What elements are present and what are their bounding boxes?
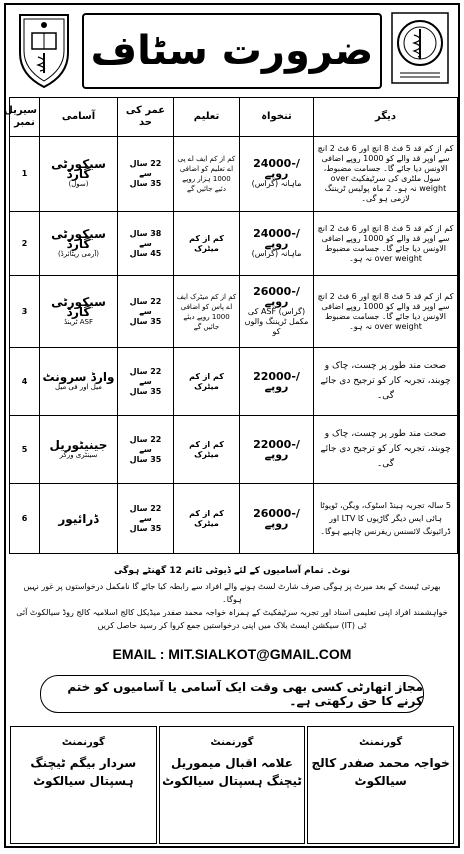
post-cell [40, 348, 118, 416]
post-title: وارڈ سرونٹ [42, 369, 115, 384]
contact-email: EMAIL : MIT.SIALKOT@GMAIL.COM [112, 646, 352, 662]
post-note: میل اور فی میل [55, 382, 102, 391]
table-row [10, 137, 458, 212]
other-cell: کم از کم قد 5 فٹ 8 انچ اور 6 فٹ 2 انچ سے اوپر قد والے کو 1000 روپے اضافی الاونس دیا جائے گا۔ جسامت مضبوط over weight نہ ہو۔ [314, 212, 458, 276]
age-min: 38 سال [129, 228, 162, 238]
header-serial: سیریل نمبر [10, 98, 40, 137]
duty-time-note: نوٹ۔ تمام آسامیوں کے لئے ڈیوٹی ٹائم 12 گھنٹے ہوگی [114, 566, 350, 576]
age-cell [118, 348, 174, 416]
age-max: 35 سال [129, 523, 162, 533]
table-header-row [10, 98, 458, 137]
post-note: سینٹری ورکر [59, 450, 98, 459]
age-max: 35 سال [129, 179, 162, 188]
pay-cell [240, 137, 314, 212]
serial-cell: 2 [10, 212, 40, 276]
institution-gov-label: گورنمنٹ [210, 737, 254, 748]
pay-amount: /-26000 روپے [253, 284, 300, 308]
post-note: ASF ٹرینڈ [63, 317, 94, 326]
post-title: سیکورٹی گارڈ [51, 157, 106, 181]
age-cell [118, 212, 174, 276]
authority-disclaimer: مجاز اتھارٹی کسی بھی وقت ایک آسامی یا آسامیوں کو ختم کرنے کا حق رکھتی ہے۔ [40, 675, 424, 713]
institution-name: سردار بیگم ٹیچنگ ہسپتال سیالکوٹ [30, 756, 137, 788]
medical-emblem-logo [388, 9, 452, 91]
pay-cell [240, 276, 314, 348]
education-cell: کم از کم ایف اے پی اے تعلیم کو اضافی 1000 ہزار روپے دئیے جائیں گے [174, 137, 240, 212]
age-to: سے [139, 444, 152, 454]
header-post: آسامی [40, 98, 118, 137]
table-row [10, 416, 458, 484]
pay-period: ماہانہ (گراس) [251, 248, 302, 258]
post-cell [40, 484, 118, 554]
institution-gov-label: گورنمنٹ [359, 737, 403, 748]
post-title: سیکورٹی گارڈ [51, 294, 106, 319]
application-instructions: خواہشمند افراد اپنی تعلیمی اسناد اور تجربہ سرٹیفکیٹ کے ہمراہ خواجہ محمد صفدر میڈیکل کالج اسلامیہ کالج روڈ سیالکوٹ آئی ٹی (IT) سیکشن ایسٹ بلاک میں اپنی درخواستیں جمع کروا کر رسید حاصل کریں [16, 608, 448, 630]
table-row [10, 348, 458, 416]
serial-cell: 6 [10, 484, 40, 554]
table-row [10, 212, 458, 276]
vacancies-table [4, 97, 458, 554]
institution-name: خواجہ محمد صفدر کالج سیالکوٹ [311, 756, 450, 788]
education-cell: کم از کم میٹرک [174, 348, 240, 416]
header-other: دیگر [314, 98, 458, 137]
institution-box [307, 726, 454, 844]
pay-cell [240, 348, 314, 416]
post-title: جینیٹوریل [49, 437, 108, 452]
header-age: عمر کی حد [118, 98, 174, 137]
post-title: ڈرائیور [58, 511, 99, 526]
pay-period: (گراس) ASF کی مکمل ٹریننگ والوں کو [244, 306, 309, 336]
post-title: سیکورٹی گارڈ [51, 226, 106, 251]
age-cell [118, 137, 174, 212]
post-note: (سول) [68, 180, 89, 188]
age-max: 35 سال [129, 454, 162, 464]
recruitment-note: بھرتی ٹیسٹ کے بعد میرٹ پر ہوگی صرف شارٹ لسٹ ہونے والے افراد سے رابطہ کیا جائے گا نامکمل درخواستوں پر غور نہیں ہوگا۔ [23, 582, 441, 604]
other-cell: کم از کم قد 5 فٹ 8 انچ اور 6 فٹ 2 انچ سے اوپر قد والے کو 1000 روپے اضافی الاونس دیا جائے گا۔ جسامت مضبوط، سول ملٹری کی سرٹیفکیٹ over weight نہ ہو۔ 2 ماہ پولیس ٹریننگ لازمی ہو گی۔ [314, 137, 458, 212]
age-to: سے [139, 513, 152, 523]
pay-cell [240, 484, 314, 554]
pay-amount: /-24000 روپے [253, 226, 300, 250]
header-education: تعلیم [174, 98, 240, 137]
institution-box [159, 726, 306, 844]
notes-section [14, 566, 450, 632]
age-min: 22 سال [129, 366, 162, 376]
age-min: 22 سال [129, 434, 162, 444]
age-to: سے [139, 238, 152, 248]
serial-cell: 3 [10, 276, 40, 348]
pay-amount: /-22000 روپے [253, 437, 300, 461]
age-max: 35 سال [129, 316, 162, 326]
serial-cell: 4 [10, 348, 40, 416]
pay-amount: /-26000 روپے [253, 506, 300, 530]
age-max: 45 سال [129, 248, 162, 258]
serial-cell: 1 [10, 137, 40, 212]
post-cell [40, 212, 118, 276]
table-row [10, 276, 458, 348]
age-to: سے [139, 306, 152, 316]
institutions-footer [9, 726, 455, 844]
pay-cell [240, 212, 314, 276]
age-to: سے [139, 376, 152, 386]
header-pay: تنخواہ [240, 98, 314, 137]
age-min: 22 سال [129, 159, 162, 168]
education-cell: کم از کم میٹرک ایف اے پاس کو اضافی 1000 روپے دیئے جائیں گے [174, 276, 240, 348]
age-min: 22 سال [129, 296, 162, 306]
header [10, 9, 454, 93]
institution-name: علامہ اقبال میموریل ٹیچنگ ہسپتال سیالکوٹ [162, 756, 302, 788]
other-cell: صحت مند طور پر چست، چاک و چوبند، تجربہ کار کو ترجیح دی جائے گی۔ [314, 416, 458, 484]
other-cell: کم از کم قد 5 فٹ 8 انچ اور 6 فٹ 2 انچ سے اوپر قد والے کو 1000 روپے اضافی الاونس دیا جائے گا۔ جسامت مضبوط over weight نہ ہو۔ [314, 276, 458, 348]
education-cell: کم از کم میٹرک [174, 416, 240, 484]
other-cell: 5 سالہ تجربہ ہینڈ اسٹوک، ویگن، ٹویوٹا ہائی ایس دیگر گاڑیوں کا LTV اور ڈرائیونگ لائسنس ریفرنس چاہیے ہوگا۔ [314, 484, 458, 554]
job-advertisement [4, 3, 460, 848]
education-cell: کم از کم میٹرک [174, 484, 240, 554]
post-cell [40, 416, 118, 484]
post-note: (آرمی ریٹائرڈ) [57, 249, 100, 258]
title-banner [82, 13, 382, 89]
pay-period: ماہانہ (گراس) [251, 179, 302, 188]
education-cell: کم از کم میٹرک [174, 212, 240, 276]
post-cell [40, 137, 118, 212]
pay-amount: /-24000 روپے [253, 157, 300, 180]
other-cell: صحت مند طور پر چست، چاک و چوبند، تجربہ کار کو ترجیح دی جائے گی۔ [314, 348, 458, 416]
table-row [10, 484, 458, 554]
pay-amount: /-22000 روپے [253, 369, 300, 393]
serial-cell: 5 [10, 416, 40, 484]
age-cell [118, 416, 174, 484]
age-min: 22 سال [129, 503, 162, 513]
age-cell [118, 484, 174, 554]
page-title: ضرورت سٹاف [90, 28, 374, 74]
post-cell [40, 276, 118, 348]
institution-box [10, 726, 157, 844]
age-max: 35 سال [129, 386, 162, 396]
age-to: سے [139, 169, 152, 178]
institution-gov-label: گورنمنٹ [61, 737, 105, 748]
age-cell [118, 276, 174, 348]
pay-cell [240, 416, 314, 484]
college-crest-logo [12, 9, 76, 91]
